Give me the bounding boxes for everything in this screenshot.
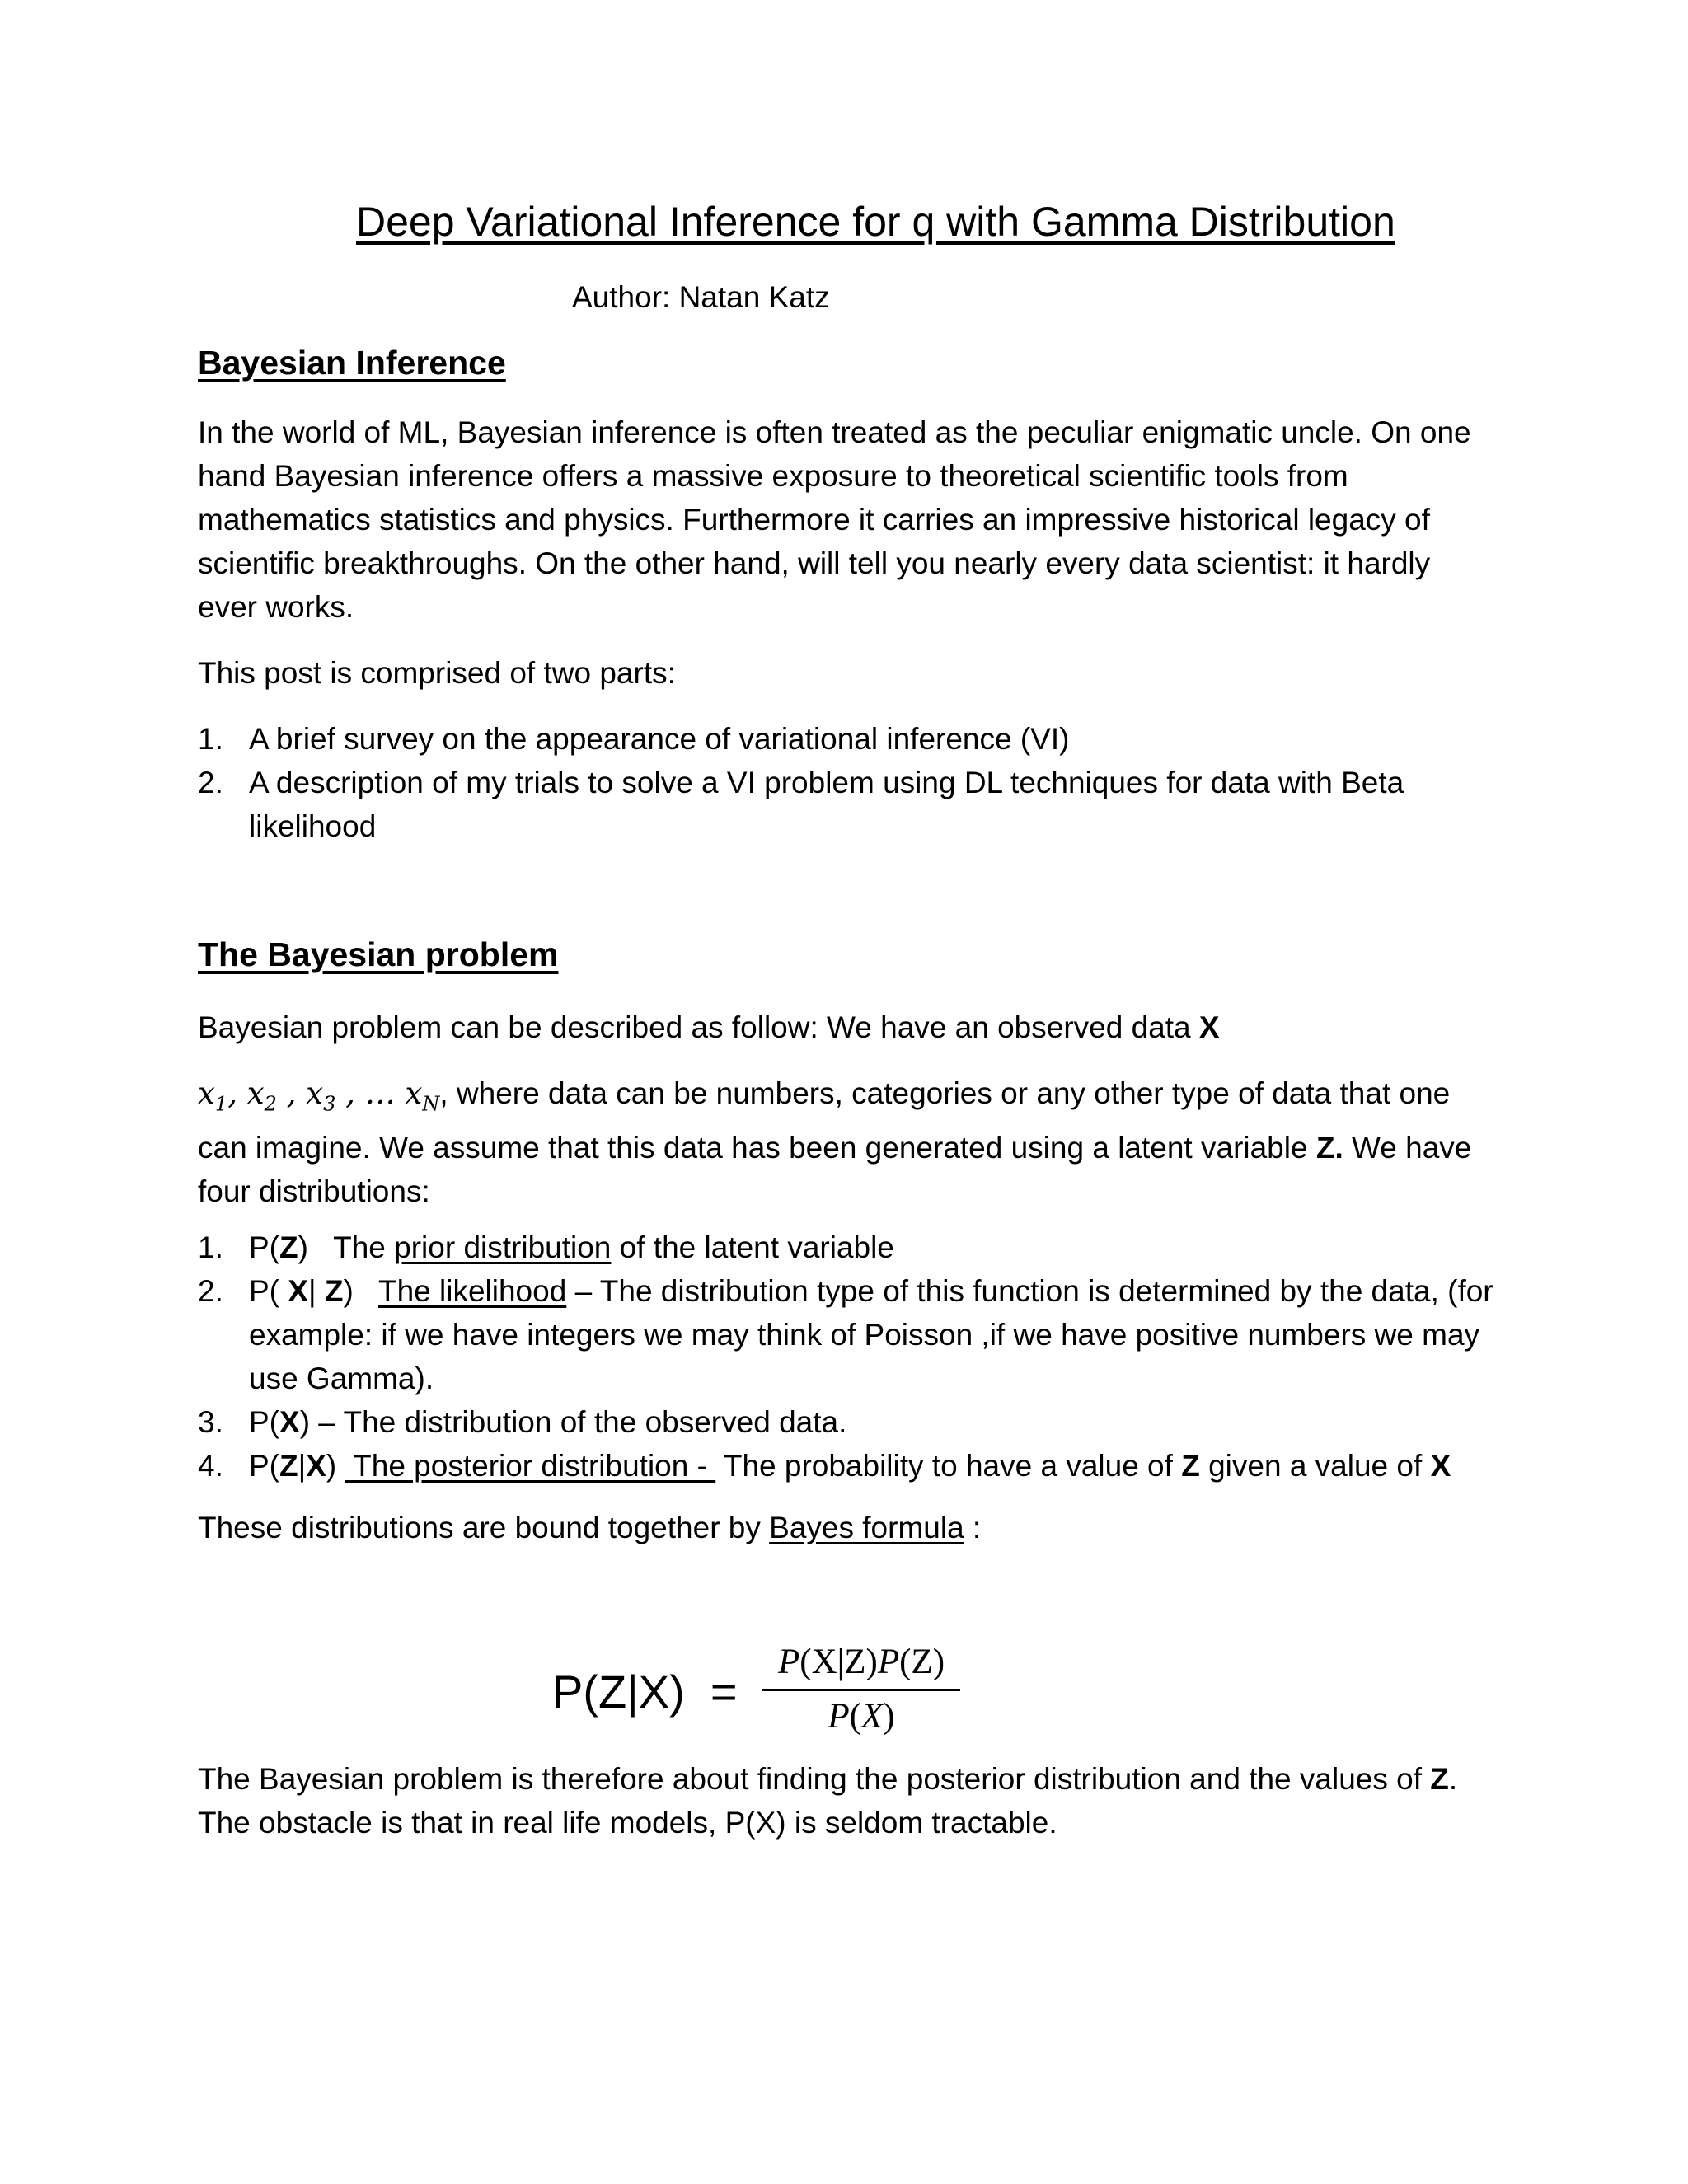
list-number: 1.	[198, 1230, 223, 1264]
list-item: 2. P( X| Z) The likelihood – The distribution type of this function is determined by the data, (for example: if we have integers we may think of Poisson ,if we have positive numbers we may use Gamma).	[198, 1269, 1500, 1400]
prior-distribution-link: prior distribution	[394, 1230, 612, 1264]
closing-paragraph: The Bayesian problem is therefore about finding the posterior distribution and the values of Z. The obstacle is that in real life models, P(X) is seldom tractable.	[198, 1762, 1458, 1840]
formula-numerator: P(X|Z)P(Z)	[762, 1642, 960, 1691]
list-item: 3. P(X) – The distribution of the observed data.	[198, 1400, 1500, 1444]
document-title: Deep Variational Inference for q with Gamma Distribution	[356, 199, 1395, 245]
list-number: 1.	[198, 722, 223, 756]
bold-var-x: X	[1198, 1010, 1220, 1044]
section-heading-bayesian-problem: The Bayesian problem	[198, 935, 559, 973]
list-item-text: A brief survey on the appearance of variational inference (VI)	[249, 722, 1070, 756]
formula-fraction	[762, 1642, 960, 1736]
parts-intro: This post is comprised of two parts:	[198, 656, 676, 690]
bold-var-z: Z.	[1315, 1131, 1343, 1165]
bayes-formula-intro: These distributions are bound together by Bayes formula :	[198, 1511, 982, 1544]
parts-list	[198, 717, 1500, 848]
list-item: 4. P(Z|X) The posterior distribution - The probability to have a value of Z given a value of X	[198, 1444, 1500, 1488]
distributions-list	[198, 1226, 1500, 1488]
formula-lhs: P(Z|X) =	[552, 1666, 738, 1718]
list-item	[198, 761, 1500, 848]
bayes-formula-link: Bayes formula	[769, 1511, 964, 1544]
likelihood-link: The likelihood	[377, 1274, 567, 1308]
list-number: 2.	[198, 1274, 223, 1308]
list-number: 2.	[198, 766, 223, 799]
problem-text: We have four distributions:	[198, 1131, 1472, 1209]
problem-line-1	[198, 1005, 1484, 1049]
problem-paragraph-2	[198, 1071, 1484, 1213]
author-line: Author: Natan Katz	[572, 280, 830, 314]
list-number: 3.	[198, 1405, 223, 1439]
posterior-distribution-link: The posterior distribution -	[345, 1449, 716, 1483]
list-number: 4.	[198, 1449, 223, 1483]
problem-text: Bayesian problem can be described as follow: We have an observed data	[198, 1010, 1199, 1044]
problem-text: , where data can be numbers, categories or any other type of data that one can imagine. We assume that this data has been generated using a latent variable	[198, 1076, 1451, 1165]
section-heading-bayesian-inference: Bayesian Inference	[198, 344, 506, 382]
data-sequence-math: $x_1$, $x_2$ , $x_3$ , … $x_N$	[198, 1076, 440, 1116]
list-item	[198, 717, 1500, 761]
list-item: 1. P(Z) The prior distribution of the latent variable	[198, 1226, 1500, 1269]
list-item-text: A description of my trials to solve a VI problem using DL techniques for data with Beta likelihood	[249, 766, 1404, 843]
intro-paragraph: In the world of ML, Bayesian inference is often treated as the peculiar enigmatic uncle. On one hand Bayesian inference offers a massive exposure to theoretical scientific tools from mathematics statistics and physics. Furthermore it carries an impressive historical legacy of scientific breakthroughs. On the other hand, will tell you nearly every data scientist: it hardly ever works.	[198, 415, 1471, 624]
formula-denominator: P(X)	[828, 1697, 895, 1736]
